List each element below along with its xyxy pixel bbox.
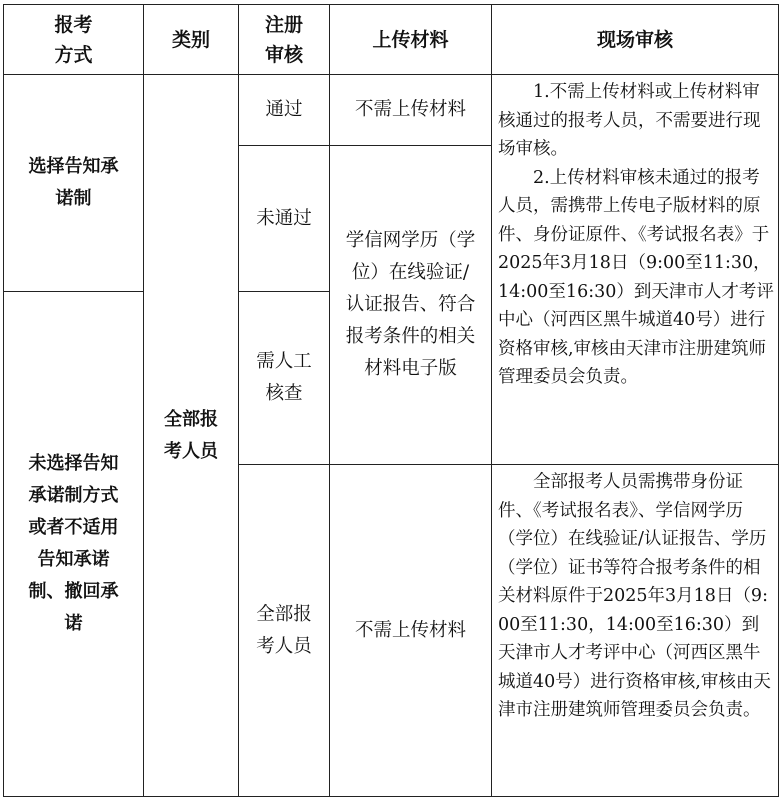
onsite-review-2 [492,465,779,797]
header-method: 报考 方式 [4,5,144,75]
header-row [4,5,779,75]
category-all: 全部报 考人员 [144,75,239,797]
review-all: 全部报 考人员 [239,465,330,797]
header-registration-review: 注册 审核 [239,5,330,75]
onsite-1-paragraph-2: 2.上传材料审核未通过的报考人员，需携带上传电子版材料的原件、身份证原件、《考试报名表》于2025年3月18日（9:00至11:30，14:00至16:30）到天津市人才考评中心（河西区黑牛城道40号）进行资格审核,审核由天津市注册建筑师管理委员会负责。 [498,167,774,387]
method-commitment: 选择告知承 诺制 [4,75,144,292]
review-manual: 需人工 核查 [239,292,330,465]
header-onsite-review: 现场审核 [492,5,779,75]
upload-none-2: 不需上传材料 [330,465,492,797]
review-passed: 通过 [239,75,330,146]
review-failed: 未通过 [239,146,330,292]
header-category: 类别 [144,5,239,75]
onsite-review-1 [492,75,779,465]
method-no-commitment: 未选择告知 承诺制方式 或者不适用 告知承诺 制、撤回承 诺 [4,292,144,797]
upload-chsi: 学信网学历（学 位）在线验证/ 认证报告、符合 报考条件的相关 材料电子版 [330,146,492,465]
header-upload-materials: 上传材料 [330,5,492,75]
onsite-1-paragraph-1: 1.不需上传材料或上传材料审核通过的报考人员，不需要进行现场审核。 [498,82,761,159]
exam-review-table [3,4,779,797]
upload-none-1: 不需上传材料 [330,75,492,146]
table-row [4,75,779,146]
onsite-2-paragraph-1: 全部报考人员需携带身份证件、《考试报名表》、学信网学历（学位）在线验证/认证报告、学历（学位）证书等符合报考条件的相关材料原件于2025年3月18日（9:00至11:30，14:00至16:30）到天津市人才考评中心（河西区黑牛城道40号）进行资格审核,审核由天津市注册建筑师管理委员会负责。 [498,472,771,720]
